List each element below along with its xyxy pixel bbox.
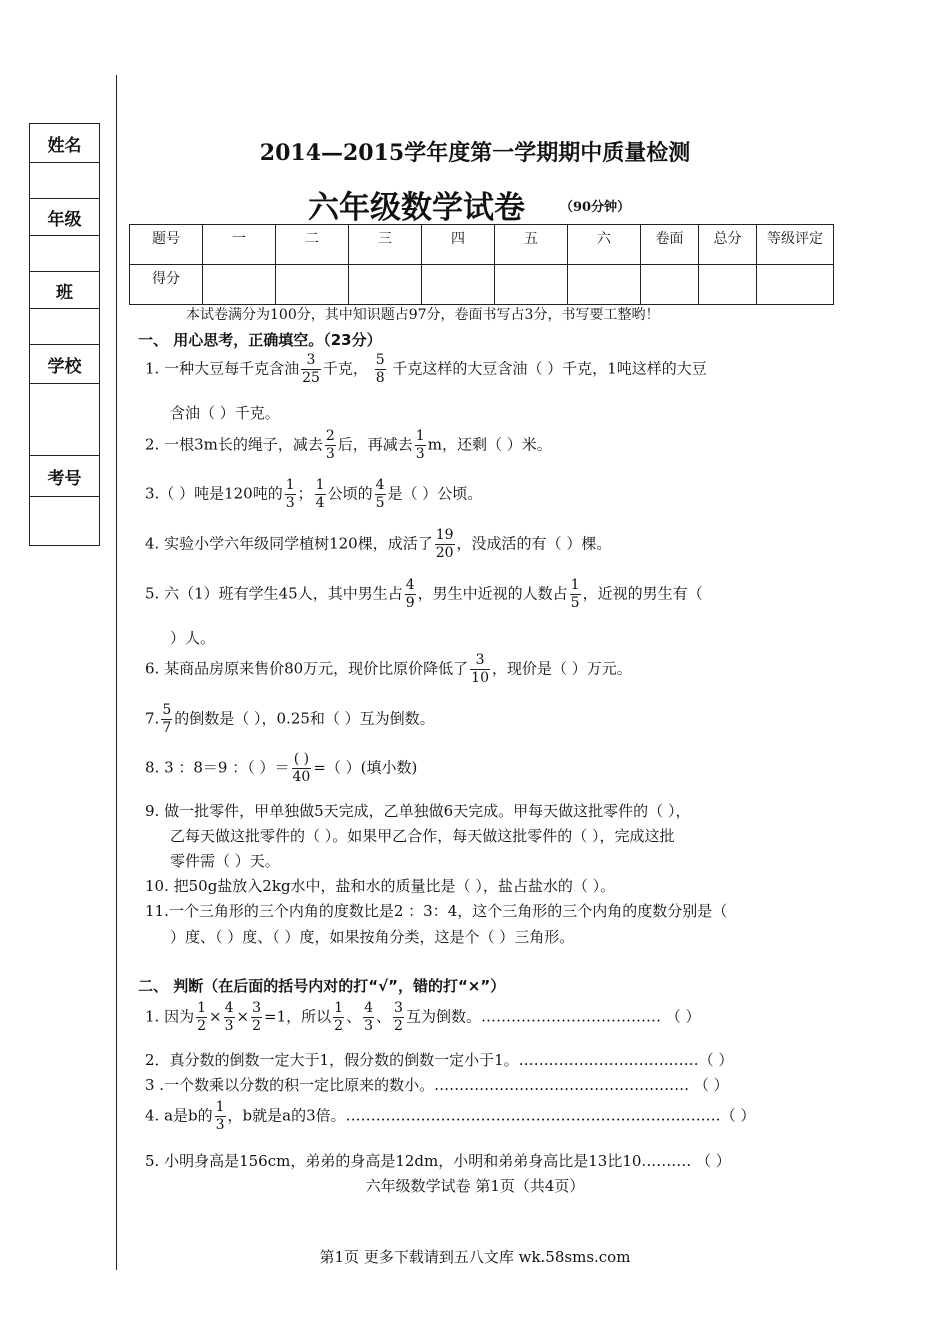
numerator: 3: [252, 1000, 262, 1016]
section-1-title: 一、 用心思考，正确填空。（23分）: [138, 331, 382, 349]
score-cell[interactable]: [641, 265, 699, 305]
score-header-cell: 卷面: [641, 225, 699, 265]
denominator: 8: [375, 370, 385, 386]
judgement-2: 2．真分数的倒数一定大于1，假分数的倒数一定小于1。………………………………（ ）: [145, 1051, 734, 1069]
numerator: 5: [375, 352, 385, 368]
exam-title: 2014—2015学年度第一学期期中质量检测: [259, 140, 691, 166]
denominator: 3: [364, 1018, 373, 1034]
question-text: 是（ ）公顷。: [387, 484, 483, 503]
denominator: 20: [435, 545, 454, 561]
question-11: 11.一个三角形的三个内角的度数比是2 ：3：4，这个三角形的三个内角的度数分别是（: [145, 902, 728, 920]
fraction: [315, 477, 326, 512]
question-text: 后，再减去: [337, 435, 413, 454]
question-text: 互为倒数。……………………………… （ ）: [405, 1007, 701, 1026]
numerator: 1: [334, 1000, 344, 1016]
question-text: 、: [376, 1007, 392, 1026]
grade-label: 年级: [29, 198, 100, 236]
denominator: 2: [334, 1018, 344, 1034]
exam-subject-title: 六年级数学试卷: [308, 190, 525, 226]
score-header-cell: 一: [203, 225, 276, 265]
question-text: 2. 一根3m长的绳子，减去: [145, 435, 323, 454]
question-5-continued: ）人。: [170, 629, 216, 647]
question-text: ，近视的男生有（: [582, 584, 703, 603]
fraction: [333, 1000, 344, 1035]
class-label: 班: [29, 271, 100, 309]
score-table: [129, 224, 834, 305]
question-text: 千克这样的大豆含油（ ）千克，1吨这样的大豆: [387, 359, 707, 378]
question-text: =（ ）(填小数): [313, 758, 418, 777]
question-text: 公顷的: [327, 484, 373, 503]
page-footer: 六年级数学试卷 第1页（共4页）: [365, 1177, 585, 1195]
denominator: 40: [292, 769, 311, 785]
exam-duration: （90分钟）: [560, 200, 631, 215]
question-4: [145, 527, 611, 562]
question-text: 、: [346, 1007, 362, 1026]
question-text: ，现价是（ ）万元。: [492, 659, 632, 678]
question-1-continued: 含油（ ）千克。: [170, 404, 280, 422]
judgement-1: [145, 1000, 700, 1035]
denominator: 9: [405, 595, 415, 611]
fraction: [470, 652, 490, 687]
denominator: 3: [325, 446, 335, 462]
fraction: [301, 352, 321, 387]
score-cell[interactable]: [495, 265, 568, 305]
score-header-cell: 题号: [130, 225, 203, 265]
judgement-3: 3 .一个数乘以分数的积一定比原来的数小。…………………………………………… （ ）: [145, 1076, 729, 1094]
question-8: [145, 751, 417, 786]
fraction: [375, 352, 386, 387]
score-header-cell: 三: [349, 225, 422, 265]
question-9-line-3: 零件需（ ）天。: [170, 852, 280, 870]
fraction: [363, 1000, 374, 1035]
fraction: [215, 1099, 226, 1134]
numerator: 1: [285, 477, 295, 493]
exam-number-field[interactable]: [29, 496, 100, 546]
fraction: [325, 428, 336, 463]
score-header-cell: 二: [276, 225, 349, 265]
exam-number-label: 考号: [29, 455, 100, 497]
fraction: [285, 477, 296, 512]
score-table-score-row: [130, 265, 834, 305]
fraction: [251, 1000, 262, 1035]
denominator: 2: [394, 1018, 403, 1034]
times-sign: ×: [209, 1007, 222, 1026]
question-text: ；: [297, 484, 313, 503]
question-3: [145, 477, 482, 512]
grade-field[interactable]: [29, 235, 100, 272]
judgement-5: 5. 小明身高是156cm，弟弟的身高是12dm，小明和弟弟身高比是13比10.……… （ ）: [145, 1152, 731, 1170]
numerator: 4: [364, 1000, 373, 1016]
numerator: 4: [405, 577, 415, 593]
name-field[interactable]: [29, 162, 100, 199]
denominator: 5: [570, 595, 580, 611]
question-9: 9. 做一批零件，甲单独做5天完成，乙单独做6天完成。甲每天做这批零件的（ ），: [145, 802, 691, 820]
score-row-label: 得分: [130, 265, 203, 305]
question-text: 1. 一种大豆每千克含油: [145, 359, 300, 378]
question-text: 3.（ ）吨是120吨的: [145, 484, 283, 503]
numerator: 1: [315, 477, 325, 493]
question-text: m，还剩（ ）米。: [427, 435, 552, 454]
question-text: ，b就是a的3倍。…………………………………………………………………（ ）: [227, 1106, 756, 1125]
score-cell[interactable]: [699, 265, 757, 305]
score-table-header-row: [130, 225, 834, 265]
score-header-cell: 六: [568, 225, 641, 265]
score-header-cell: 总分: [699, 225, 757, 265]
denominator: 3: [285, 495, 295, 511]
fraction: [435, 527, 455, 562]
fraction: [161, 702, 172, 737]
question-text: 5. 六（1）班有学生45人，其中男生占: [145, 584, 403, 603]
fraction: [405, 577, 416, 612]
class-field[interactable]: [29, 308, 100, 345]
numerator: 4: [224, 1000, 234, 1016]
denominator: 7: [162, 720, 172, 736]
question-text: 8. 3 ：8＝9 ：（ ）＝: [145, 758, 290, 777]
question-text: 4. 实验小学六年级同学植树120棵，成活了: [145, 534, 433, 553]
denominator: 25: [302, 370, 320, 386]
numerator: 3: [301, 352, 321, 370]
numerator: 3: [470, 652, 490, 670]
binding-margin-line: [116, 75, 117, 1270]
question-10: 10. 把50g盐放入2kg水中，盐和水的质量比是（ ），盐占盐水的（ ）。: [145, 877, 616, 895]
fraction: [415, 428, 426, 463]
numerator: 1: [415, 428, 425, 444]
fraction: [393, 1000, 404, 1035]
score-cell[interactable]: [757, 265, 834, 305]
question-text: 7.: [145, 709, 160, 728]
score-cell[interactable]: [276, 265, 349, 305]
school-field[interactable]: [29, 383, 100, 456]
score-cell[interactable]: [568, 265, 641, 305]
question-text: 4. a是b的: [145, 1106, 213, 1125]
question-text: 6. 某商品房原来售价80万元，现价比原价降低了: [145, 659, 469, 678]
numerator: 4: [375, 477, 385, 493]
denominator: 3: [215, 1117, 225, 1133]
exam-intro: 本试卷满分为100分，其中知识题占97分，卷面书写占3分，书写要工整哟！: [186, 307, 660, 323]
numerator: ( ): [292, 751, 312, 769]
score-cell[interactable]: [422, 265, 495, 305]
numerator: 5: [162, 702, 172, 718]
score-header-cell: 四: [422, 225, 495, 265]
denominator: 5: [375, 495, 385, 511]
fraction: [224, 1000, 235, 1035]
question-5: [145, 577, 703, 612]
numerator: 2: [325, 428, 335, 444]
question-text: 千克，: [322, 359, 368, 378]
question-7: [145, 702, 435, 737]
denominator: 2: [197, 1018, 207, 1034]
judgement-4: [145, 1099, 755, 1134]
denominator: 3: [224, 1018, 234, 1034]
question-text: 的倒数是（ ），0.25和（ ）互为倒数。: [174, 709, 435, 728]
question-text: ，男生中近视的人数占: [417, 584, 568, 603]
school-label: 学校: [29, 344, 100, 384]
name-label: 姓名: [29, 123, 100, 163]
denominator: 4: [315, 495, 325, 511]
fraction: [196, 1000, 207, 1035]
score-header-cell: 等级评定: [757, 225, 834, 265]
question-11-line-2: ）度、（ ）度、（ ）度，如果按角分类，这是个（ ）三角形。: [170, 928, 575, 946]
download-footer: 第1页 更多下载请到五八文库 wk.58sms.com: [319, 1248, 631, 1266]
question-9-line-2: 乙每天做这批零件的（ ）。如果甲乙合作，每天做这批零件的（ ），完成这批: [170, 827, 675, 845]
question-text: ，没成活的有（ ）棵。: [456, 534, 612, 553]
question-2: [145, 428, 552, 463]
denominator: 2: [252, 1018, 262, 1034]
score-cell[interactable]: [203, 265, 276, 305]
question-1: [145, 352, 707, 387]
numerator: 19: [435, 527, 454, 543]
denominator: 10: [471, 670, 489, 686]
denominator: 3: [415, 446, 425, 462]
question-6: [145, 652, 632, 687]
numerator: 1: [215, 1099, 225, 1115]
fraction: [570, 577, 581, 612]
numerator: 1: [570, 577, 580, 593]
question-text: 1. 因为: [145, 1007, 195, 1026]
score-header-cell: 五: [495, 225, 568, 265]
numerator: 3: [394, 1000, 403, 1016]
numerator: 1: [197, 1000, 207, 1016]
score-cell[interactable]: [349, 265, 422, 305]
section-2-title: 二、 判断（在后面的括号内对的打“√”，错的打“×”）: [138, 977, 506, 995]
fraction: [292, 751, 312, 786]
fraction: [375, 477, 386, 512]
question-text: =1，所以: [264, 1007, 332, 1026]
times-sign: ×: [236, 1007, 250, 1026]
